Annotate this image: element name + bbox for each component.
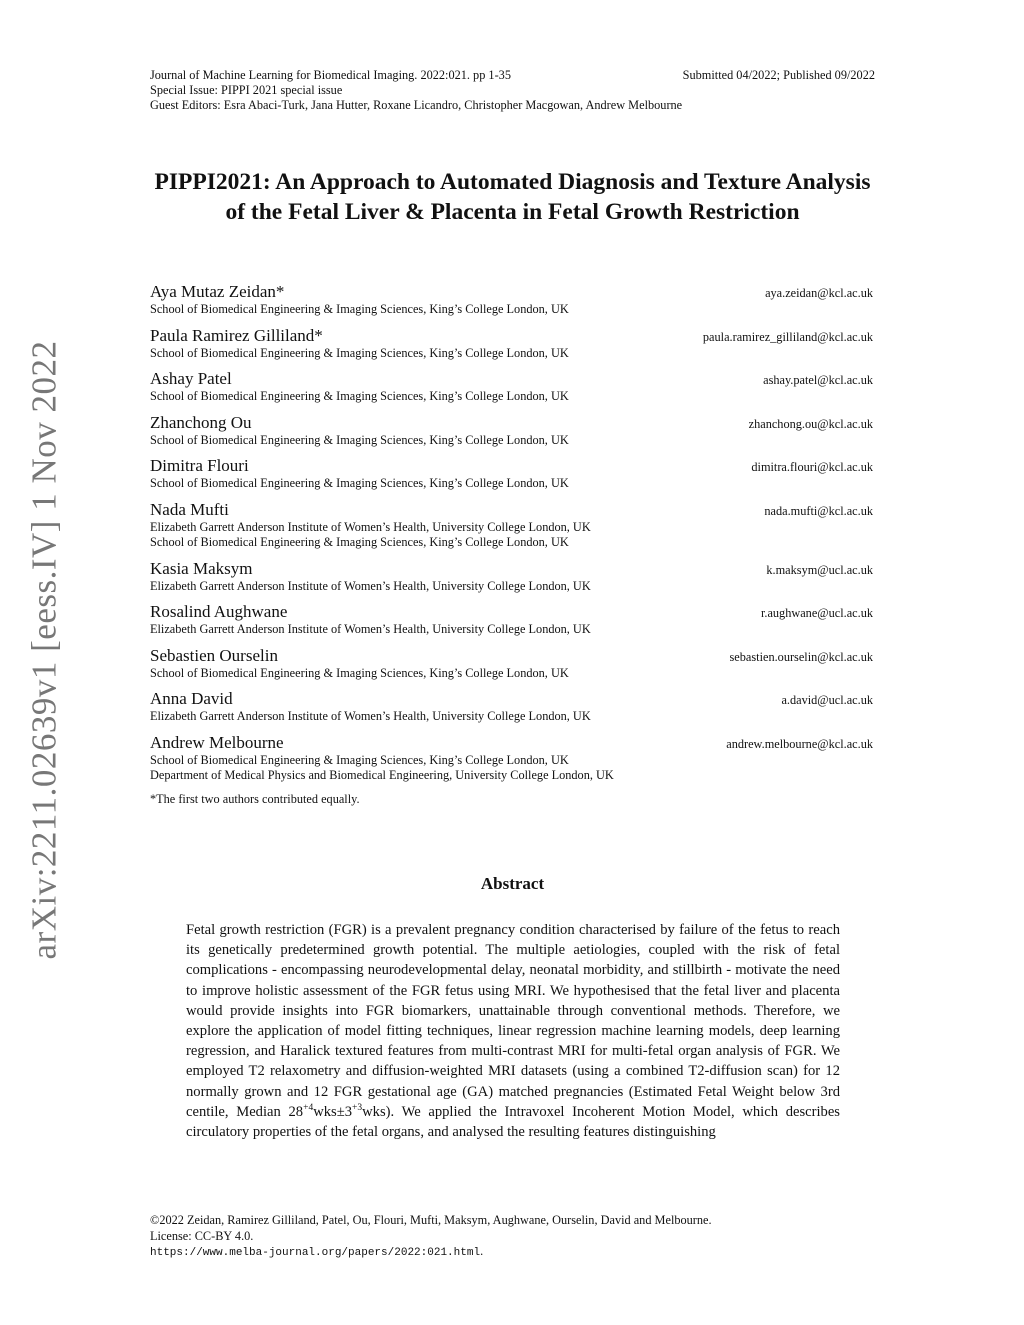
author-block [150,500,873,551]
author-affiliation: Department of Medical Physics and Biomedical Engineering, University College London, UK [150,768,614,782]
author-line [150,500,873,520]
author-line [150,559,873,579]
author-block [150,369,873,405]
author-name: Andrew Melbourne [150,732,284,752]
abstract-superscript-1: +4 [303,1102,314,1113]
author-email[interactable]: dimitra.flouri@kcl.ac.uk [751,460,873,474]
author-block [150,326,873,362]
license-line: License: CC-BY 4.0. [150,1228,254,1243]
journal-header [150,68,875,113]
author-name: Dimitra Flouri [150,456,249,475]
abstract-text-part1: Fetal growth restriction (FGR) is a prevalent pregnancy condition characterised by failure of the fetus to reach its genetically predetermined growth potential. The multiple aetiologies, coupled with the risk of fetal complications - encompassing neurodevelopmental delay, neonatal morbidity, and stillbirth - motivate the need to improve holistic assessment of the FGR fetus using MRI. We hypothesised that the fetal liver and placenta would provide insights into FGR biomarkers, unattainable through conventional methods. Therefore, we explore the application of model fitting techniques, linear regression machine learning models, deep learning regression, and Haralick textured features from multi-contrast MRI for multi-fetal organ analysis of FGR. We employed T2 relaxometry and diffusion-weighted MRI datasets (using a combined T2-diffusion scan) for 12 normally grown and 12 FGR gestational age (GA) matched pregnancies (Estimated Fetal Weight below 3rd centile, Median 28 [186,922,840,1120]
url-period: . [480,1244,484,1258]
paper-url-link[interactable]: https://www.melba-journal.org/papers/2022:021.html [150,1247,481,1259]
author-affiliation: School of Biomedical Engineering & Imaging Sciences, King’s College London, UK [150,665,569,680]
author-email[interactable]: nada.mufti@kcl.ac.uk [764,503,873,518]
author-block [150,733,873,784]
author-block [150,646,873,682]
author-line [150,456,873,476]
author-email[interactable]: zhanchong.ou@kcl.ac.uk [748,416,873,431]
author-affiliation: Elizabeth Garrett Anderson Institute of Women’s Health, University College London, UK [150,578,591,593]
author-affiliation: School of Biomedical Engineering & Imaging Sciences, King’s College London, UK [150,389,569,403]
journal-citation: Journal of Machine Learning for Biomedical Imaging. 2022:021. pp 1-35 [150,68,511,82]
author-name: Rosalind Aughwane [150,602,288,621]
paper-title: PIPPI2021: An Approach to Automated Diagnosis and Texture Analysis of the Fetal Liver & Placenta in Fetal Growth Restriction [154,169,871,225]
special-issue: Special Issue: PIPPI 2021 special issue [150,83,343,97]
author-affiliation: Elizabeth Garrett Anderson Institute of Women’s Health, University College London, UK [150,709,591,723]
author-email[interactable]: aya.zeidan@kcl.ac.uk [765,286,873,300]
author-line [150,282,873,302]
author-affiliation: Elizabeth Garrett Anderson Institute of Women’s Health, University College London, UK [150,519,591,534]
author-affiliation: School of Biomedical Engineering & Imaging Sciences, King’s College London, UK [150,476,569,490]
author-name: Nada Mufti [150,499,229,519]
author-block [150,689,873,725]
author-email[interactable]: a.david@ucl.ac.uk [781,693,873,707]
footer [150,1213,875,1262]
author-block [150,456,873,492]
arxiv-stamp [14,340,74,960]
author-list [150,282,873,807]
abstract-text-part2: wks±3 [313,1103,353,1120]
author-line [150,689,873,709]
author-email[interactable]: ashay.patel@kcl.ac.uk [763,373,873,387]
author-email[interactable]: sebastien.ourselin@kcl.ac.uk [729,649,873,664]
author-name: Kasia Maksym [150,558,253,578]
author-block [150,559,873,595]
author-line [150,646,873,666]
author-affiliation: School of Biomedical Engineering & Imaging Sciences, King’s College London, UK [150,345,569,360]
author-email[interactable]: r.aughwane@ucl.ac.uk [760,606,873,620]
author-affiliation: School of Biomedical Engineering & Imaging Sciences, King’s College London, UK [150,535,569,549]
author-affiliation: School of Biomedical Engineering & Imaging Sciences, King’s College London, UK [150,432,569,447]
abstract-body [186,920,840,1142]
author-name: Aya Mutaz Zeidan* [150,282,285,301]
author-block [150,602,873,638]
author-affiliation: School of Biomedical Engineering & Imaging Sciences, King’s College London, UK [150,752,569,767]
author-affiliation: School of Biomedical Engineering & Imaging Sciences, King’s College London, UK [150,302,569,316]
abstract-heading: Abstract [480,874,545,893]
author-name: Sebastien Ourselin [150,645,278,665]
arxiv-id: arXiv:2211.02639v1 [eess.IV] 1 Nov 2022 [24,340,64,960]
author-email[interactable]: k.maksym@ucl.ac.uk [766,562,873,577]
author-line [150,326,873,346]
guest-editors: Guest Editors: Esra Abaci-Turk, Jana Hutter, Roxane Licandro, Christopher Macgowan, Andrew Melbourne [150,98,683,112]
author-block [150,413,873,449]
author-name: Zhanchong Ou [150,412,252,432]
author-email[interactable]: andrew.melbourne@kcl.ac.uk [726,736,873,751]
author-line [150,602,873,622]
abstract-superscript-2: +3 [352,1102,363,1113]
copyright-line: ©2022 Zeidan, Ramirez Gilliland, Patel, Ou, Flouri, Mufti, Maksym, Aughwane, Ourselin, David and Melbourne. [150,1213,712,1227]
author-line [150,369,873,389]
author-block [150,282,873,318]
author-line [150,733,873,753]
author-name: Ashay Patel [150,369,232,388]
author-name: Paula Ramirez Gilliland* [150,325,323,345]
author-line [150,413,873,433]
publication-dates: Submitted 04/2022; Published 09/2022 [682,68,875,82]
author-name: Anna David [150,689,233,708]
abstract-text-part3: wks). We applied the Intravoxel Incoherent Motion Model, which describes circulatory properties of the fetal organs, and analysed the resulting features distinguishing [186,1103,840,1141]
author-affiliation: Elizabeth Garrett Anderson Institute of Women’s Health, University College London, UK [150,622,591,636]
author-email[interactable]: paula.ramirez_gilliland@kcl.ac.uk [702,329,873,344]
equal-contribution-note: *The first two authors contributed equally. [150,791,360,806]
